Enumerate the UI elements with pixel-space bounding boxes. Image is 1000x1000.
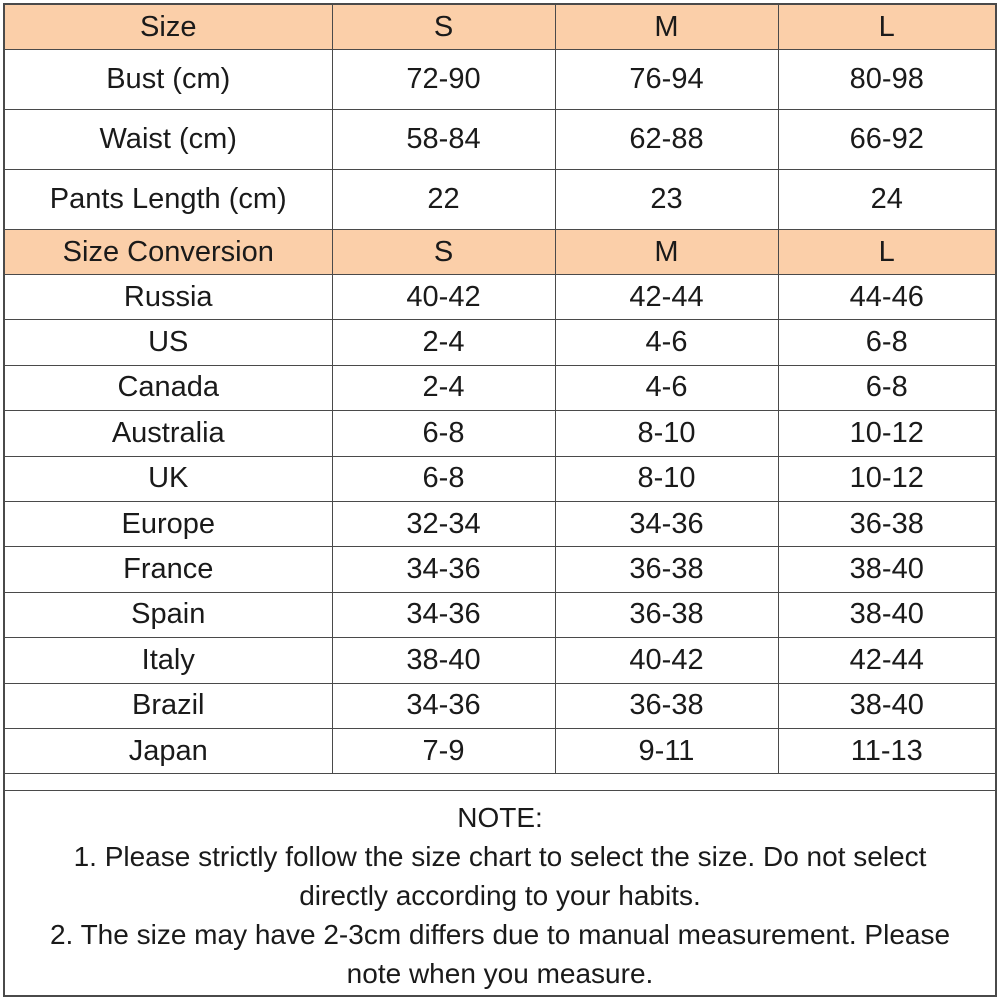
row-label: Canada [5,365,332,410]
cell-l: 44-46 [778,275,995,320]
cell-s: 2-4 [332,320,555,365]
cell-m: 4-6 [555,365,778,410]
cell-l: 10-12 [778,411,995,456]
cell-l: 38-40 [778,547,995,592]
table-row-pants-length [5,170,995,230]
row-label: Japan [5,728,332,773]
table-row-australia [5,411,995,456]
cell-l: 11-13 [778,728,995,773]
row-label: Pants Length (cm) [5,170,332,230]
row-label: Russia [5,275,332,320]
table-row-canada [5,365,995,410]
row-label: US [5,320,332,365]
row-label: Brazil [5,683,332,728]
cell-l: 36-38 [778,501,995,546]
cell-s: 72-90 [332,50,555,110]
size-header-row [5,5,995,50]
table-row-waist [5,110,995,170]
cell-m: 23 [555,170,778,230]
cell-s: 6-8 [332,411,555,456]
cell-m: 4-6 [555,320,778,365]
table-row-france [5,547,995,592]
row-label: Italy [5,638,332,683]
table-row-brazil [5,683,995,728]
note-title: NOTE: [457,802,543,833]
cell-l: 38-40 [778,592,995,637]
cell-l: 6-8 [778,320,995,365]
cell-m: 8-10 [555,456,778,501]
header-cell-s: S [332,5,555,50]
cell-l: 38-40 [778,683,995,728]
cell-m: 8-10 [555,411,778,456]
header-cell-size-conversion: Size Conversion [5,230,332,275]
cell-s: 34-36 [332,592,555,637]
row-label: UK [5,456,332,501]
table-row-bust [5,50,995,110]
cell-s: 58-84 [332,110,555,170]
size-chart [3,3,997,997]
cell-s: 22 [332,170,555,230]
cell-s: 7-9 [332,728,555,773]
note-section [5,790,995,995]
cell-l: 6-8 [778,365,995,410]
cell-l: 80-98 [778,50,995,110]
cell-m: 36-38 [555,592,778,637]
header-cell-s: S [332,230,555,275]
note-line: 1. Please strictly follow the size chart to select the size. Do not select [73,841,927,872]
cell-s: 2-4 [332,365,555,410]
table-row-japan [5,728,995,773]
table-row-uk [5,456,995,501]
cell-m: 34-36 [555,501,778,546]
header-cell-l: L [778,5,995,50]
size-chart-table [5,5,995,774]
cell-m: 62-88 [555,110,778,170]
table-row-spain [5,592,995,637]
cell-s: 34-36 [332,547,555,592]
cell-s: 38-40 [332,638,555,683]
cell-l: 42-44 [778,638,995,683]
header-cell-size: Size [5,5,332,50]
table-row-us [5,320,995,365]
cell-m: 40-42 [555,638,778,683]
note-line: 2. The size may have 2-3cm differs due to manual measurement. Please [49,919,951,950]
cell-m: 36-38 [555,683,778,728]
cell-s: 40-42 [332,275,555,320]
cell-s: 32-34 [332,501,555,546]
cell-l: 66-92 [778,110,995,170]
cell-l: 24 [778,170,995,230]
cell-l: 10-12 [778,456,995,501]
row-label: France [5,547,332,592]
note-line: directly according to your habits. [299,880,701,911]
cell-m: 42-44 [555,275,778,320]
cell-m: 9-11 [555,728,778,773]
cell-s: 34-36 [332,683,555,728]
table-row-italy [5,638,995,683]
row-label: Waist (cm) [5,110,332,170]
row-label: Spain [5,592,332,637]
row-label: Bust (cm) [5,50,332,110]
conversion-header-row [5,230,995,275]
header-cell-m: M [555,5,778,50]
cell-m: 76-94 [555,50,778,110]
cell-m: 36-38 [555,547,778,592]
table-row-russia [5,275,995,320]
header-cell-l: L [778,230,995,275]
note-line: note when you measure. [346,958,654,989]
table-row-europe [5,501,995,546]
cell-s: 6-8 [332,456,555,501]
header-cell-m: M [555,230,778,275]
row-label: Australia [5,411,332,456]
row-label: Europe [5,501,332,546]
